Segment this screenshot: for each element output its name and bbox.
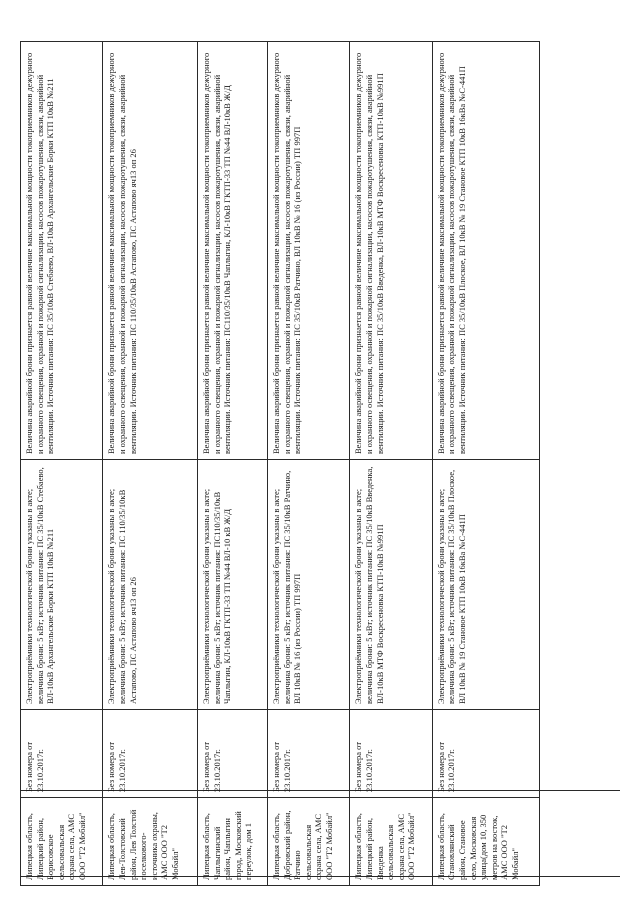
rotated-page xyxy=(20,42,540,886)
cell-address: Липецкая область, Добровский район, Ратчино сельсовальская охрана села, АМС ООО "Т2 Мобайл" xyxy=(268,798,350,886)
table-row xyxy=(21,42,103,886)
cell-address: Липецкая область, Липецкий район, Борисовское сельсовальская охрана села, АМС ООО "Т2 Мобайл" xyxy=(21,798,103,886)
table-row xyxy=(432,42,539,886)
cell-power: Электроприёмники технологической брони указаны в акте; величина брони: 5 кВт; источник питания: ПС 35/10кВ Стебаево, ВЛ-10кВ Архангельские Борки КТП 10кВ №211 xyxy=(21,460,103,710)
cell-power: Электроприёмники технологической брони указаны в акте; величина брони: 5 кВт; источник питания: ПС 35/10кВ Ратчино, ВЛ 10кВ № 16 (из России) ТП 997П xyxy=(268,460,350,710)
cell-act: Без номера от 23.10.2017г. xyxy=(103,710,198,798)
cell-act: Без номера от 23.10.2017г. xyxy=(21,710,103,798)
table-row xyxy=(103,42,198,886)
reserve-table xyxy=(20,41,540,886)
cell-address: Липецкая область, Лев-Толстовский район, Лев Толстой поселкового-источника охраны, АМС ООО "Т2 Мобайл" xyxy=(103,798,198,886)
cell-reserve: Величина аварийной брони признается равной величине максимальной мощности токоприемников дежурного и охранного освещения, охранной и пожарной сигнализации, насосов пожаротушения, связи, аварийной вентиляции. Источник питания: ПС 110/35/10кВ Астапово, ПС Астапово яч13 оп 26 xyxy=(103,42,198,460)
cell-act: Без номера от 23.10.2017г. xyxy=(432,710,539,798)
cell-power: Электроприёмники технологической брони указаны в акте; величина брони: 5 кВт; источник питания: ПС 35/10кВ Введенка, ВЛ-10кВ МТФ Воскресеновка КТП-10кВ №991П xyxy=(350,460,432,710)
table-row xyxy=(350,42,432,886)
cell-act: Без номера от 23.10.2017г. xyxy=(198,710,268,798)
cell-address: Липецкая область, Становлянский район, Становое село, Московская улица(дом 10, 350 метров на восток, АМС ООО "Т2 Мобайл" xyxy=(432,798,539,886)
cell-power: Электроприёмники технологической брони указаны в акте; величина брони: 5 кВт; источник питания: ПС 35/10кВ Плоское, ВЛ 10кВ № 19 Становое КТП 10кВ 16кВа №С-441П xyxy=(432,460,539,710)
cell-address: Липецкая область, Чаплыгинский район, Чаплыгин город, Московский переулок, дом 1 xyxy=(198,798,268,886)
cell-reserve: Величина аварийной брони признается равной величине максимальной мощности токоприемников дежурного и охранного освещения, охранной и пожарной сигнализации, насосов пожаротушения, связи, аварийной вентиляции. Источник питания: ПС 35/10кВ Введенка, ВЛ-10кВ МТФ Воскресеновка КТП-10кВ №991П xyxy=(350,42,432,460)
cell-reserve: Величина аварийной брони признается равной величине максимальной мощности токоприемников дежурного и охранного освещения, охранной и пожарной сигнализации, насосов пожаротушения, связи, аварийной вентиляции. Источник питания: ПС 35/10кВ Стебаево, ВЛ-10кВ Архангельские Борки КТП 10кВ №211 xyxy=(21,42,103,460)
cell-act: Без номера от 23.10.2017г. xyxy=(350,710,432,798)
table-row xyxy=(268,42,350,886)
cell-power: Электроприёмники технологической брони указаны в акте; величина брони: 5 кВт; источник питания: ПС110/35/10кВ Чаплыгин, КЛ-10кВ ГКТП-33 ТП №44 ВЛ-10 кВ Ж/Д xyxy=(198,460,268,710)
cell-reserve: Величина аварийной брони признается равной величине максимальной мощности токоприемников дежурного и охранного освещения, охранной и пожарной сигнализации, насосов пожаротушения, связи, аварийной вентиляции. Источник питания: ПС110/35/10кВ Чаплыгин, КЛ-10кВ ГКТП-33 ТП №44 ВЛ-10кВ Ж/Д xyxy=(198,42,268,460)
cell-act: Без номера от 23.10.2017г. xyxy=(268,710,350,798)
cell-address: Липецкая область, Липецкий район, Введенка сельсовальская охрана села, АМС ООО "Т2 Мобайл" xyxy=(350,798,432,886)
cell-reserve: Величина аварийной брони признается равной величине максимальной мощности токоприемников дежурного и охранного освещения, охранной и пожарной сигнализации, насосов пожаротушения, связи, аварийной вентиляции. Источник питания: ПС 35/10кВ Плоское, ВЛ 10кВ № 19 Становое КТП 10кВ 16кВа №С-441П xyxy=(432,42,539,460)
table-row xyxy=(198,42,268,886)
cell-power: Электроприёмники технологической брони указаны в акте; величина брони: 5 кВт; источник питания: ПС 110/35/10кВ Астапово, ПС Астапово яч13 оп 26 xyxy=(103,460,198,710)
cell-reserve: Величина аварийной брони признается равной величине максимальной мощности токоприемников дежурного и охранного освещения, охранной и пожарной сигнализации, насосов пожаротушения, связи, аварийной вентиляции. Источник питания: ПС 35/10кВ Ратчино, ВЛ 10кВ № 16 (из России) ТП 997П xyxy=(268,42,350,460)
